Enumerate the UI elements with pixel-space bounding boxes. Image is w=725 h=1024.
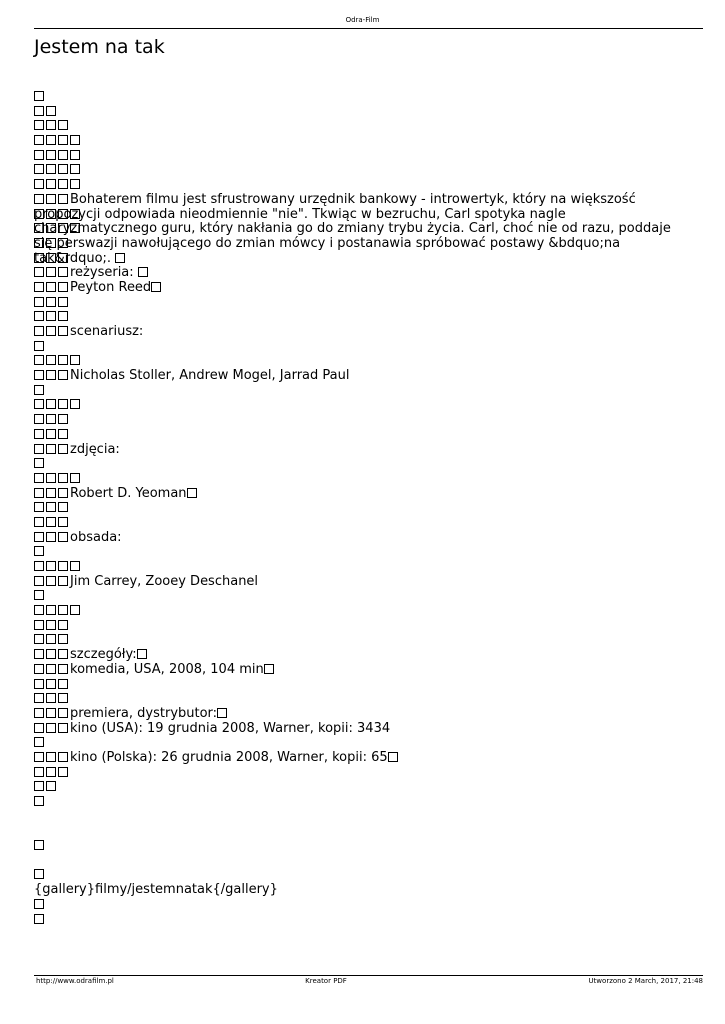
glyph-line xyxy=(34,340,684,355)
missing-glyph-icon xyxy=(46,620,56,630)
missing-glyph-icon xyxy=(34,723,44,733)
missing-glyph-icon xyxy=(46,488,56,498)
content-line xyxy=(34,707,684,722)
content-line xyxy=(34,648,684,663)
missing-glyph-icon xyxy=(58,620,68,630)
missing-glyph-icon xyxy=(58,605,68,615)
missing-glyph-icon xyxy=(34,297,44,307)
missing-glyph-icon xyxy=(58,326,68,336)
missing-glyph-icon xyxy=(217,708,227,718)
missing-glyph-icon xyxy=(46,267,56,277)
missing-glyph-icon xyxy=(58,120,68,130)
missing-glyph-icon xyxy=(34,620,44,630)
content-line xyxy=(34,191,684,266)
line-text: zdjęcia: xyxy=(70,441,120,457)
line-text: {gallery}filmy/jestemnatak{/gallery} xyxy=(34,882,278,898)
glyph-line xyxy=(34,766,684,781)
missing-glyph-icon xyxy=(46,517,56,527)
missing-glyph-icon xyxy=(46,106,56,116)
missing-glyph-icon xyxy=(46,282,56,292)
missing-glyph-icon xyxy=(46,767,56,777)
missing-glyph-icon xyxy=(58,444,68,454)
line-text: reżyseria: xyxy=(70,265,138,281)
missing-glyph-icon xyxy=(46,253,56,263)
missing-glyph-icon xyxy=(34,179,44,189)
missing-glyph-icon xyxy=(34,253,44,263)
line-text: Robert D. Yeoman xyxy=(70,485,187,501)
glyph-line xyxy=(34,149,684,164)
page-title: Jestem na tak xyxy=(34,36,165,58)
glyph-line xyxy=(34,854,684,869)
glyph-line xyxy=(34,780,684,795)
missing-glyph-icon xyxy=(388,752,398,762)
missing-glyph-icon xyxy=(46,752,56,762)
content-line xyxy=(34,266,684,281)
missing-glyph-icon xyxy=(58,664,68,674)
missing-glyph-icon xyxy=(58,311,68,321)
glyph-line xyxy=(34,252,684,267)
missing-glyph-icon xyxy=(34,488,44,498)
site-header: Odra-Film xyxy=(345,16,380,24)
line-text: komedia, USA, 2008, 104 min xyxy=(70,661,264,677)
glyph-line xyxy=(34,516,684,531)
content-line xyxy=(34,722,684,737)
missing-glyph-icon xyxy=(34,576,44,586)
missing-glyph-icon xyxy=(58,693,68,703)
missing-glyph-icon xyxy=(58,282,68,292)
missing-glyph-icon xyxy=(46,649,56,659)
missing-glyph-icon xyxy=(58,267,68,277)
glyph-line xyxy=(34,178,684,193)
missing-glyph-icon xyxy=(137,649,147,659)
missing-glyph-icon xyxy=(34,223,44,233)
missing-glyph-icon xyxy=(46,576,56,586)
glyph-line xyxy=(34,678,684,693)
glyph-line xyxy=(34,824,684,839)
content-line xyxy=(34,487,684,502)
content-line xyxy=(34,751,684,766)
missing-glyph-icon xyxy=(34,693,44,703)
missing-glyph-icon xyxy=(34,238,44,248)
line-text: kino (Polska): 26 grudnia 2008, Warner, kopii: 65 xyxy=(70,749,388,765)
missing-glyph-icon xyxy=(34,649,44,659)
line-text: obsada: xyxy=(70,529,122,545)
missing-glyph-icon xyxy=(46,164,56,174)
missing-glyph-icon xyxy=(70,150,80,160)
missing-glyph-icon xyxy=(34,150,44,160)
missing-glyph-icon xyxy=(46,238,56,248)
missing-glyph-icon xyxy=(46,429,56,439)
missing-glyph-icon xyxy=(34,869,44,879)
missing-glyph-icon xyxy=(58,679,68,689)
missing-glyph-icon xyxy=(58,238,68,248)
missing-glyph-icon xyxy=(34,590,44,600)
content-line xyxy=(34,325,684,340)
missing-glyph-icon xyxy=(151,282,161,292)
missing-glyph-icon xyxy=(34,355,44,365)
missing-glyph-icon xyxy=(70,605,80,615)
missing-glyph-icon xyxy=(34,752,44,762)
missing-glyph-icon xyxy=(70,561,80,571)
missing-glyph-icon xyxy=(46,223,56,233)
missing-glyph-icon xyxy=(46,561,56,571)
header-divider xyxy=(34,28,703,29)
missing-glyph-icon xyxy=(34,429,44,439)
missing-glyph-icon xyxy=(34,840,44,850)
line-text: szczegóły: xyxy=(70,647,137,663)
glyph-line xyxy=(34,560,684,575)
missing-glyph-icon xyxy=(115,253,125,263)
missing-glyph-icon xyxy=(34,164,44,174)
content-line xyxy=(34,443,684,458)
glyph-line xyxy=(34,501,684,516)
content-line xyxy=(34,663,684,678)
missing-glyph-icon xyxy=(34,120,44,130)
missing-glyph-icon xyxy=(34,546,44,556)
missing-glyph-icon xyxy=(46,326,56,336)
glyph-line xyxy=(34,868,684,883)
glyph-line xyxy=(34,398,684,413)
glyph-line xyxy=(34,457,684,472)
missing-glyph-icon xyxy=(70,135,80,145)
missing-glyph-icon xyxy=(34,267,44,277)
glyph-line xyxy=(34,105,684,120)
glyph-line xyxy=(34,839,684,854)
missing-glyph-icon xyxy=(34,767,44,777)
missing-glyph-icon xyxy=(58,473,68,483)
missing-glyph-icon xyxy=(70,209,80,219)
glyph-line xyxy=(34,545,684,560)
missing-glyph-icon xyxy=(34,194,44,204)
glyph-line xyxy=(34,619,684,634)
line-text: Bohaterem filmu jest sfrustrowany urzędnik bankowy - introwertyk, który na większość propozycji odpowiada nieodmiennie "nie". Tkwiąc w bezruchu, Carl spotyka nagle charyzmatycznego guru, który nakłania go do zmiany trybu życia. Carl, choć nie od razu, poddaje się perswazji nawołującego do zmian mówcy i postanawia spróbować postawy &bdquo;na tak&rdquo;. xyxy=(34,191,671,266)
footer-generator: Kreator PDF xyxy=(305,977,347,985)
missing-glyph-icon xyxy=(34,914,44,924)
missing-glyph-icon xyxy=(46,355,56,365)
missing-glyph-icon xyxy=(46,179,56,189)
missing-glyph-icon xyxy=(58,708,68,718)
missing-glyph-icon xyxy=(58,561,68,571)
content-line xyxy=(34,575,684,590)
missing-glyph-icon xyxy=(58,429,68,439)
article-body xyxy=(34,90,684,927)
missing-glyph-icon xyxy=(34,282,44,292)
missing-glyph-icon xyxy=(34,341,44,351)
missing-glyph-icon xyxy=(58,488,68,498)
missing-glyph-icon xyxy=(34,399,44,409)
line-text: kino (USA): 19 grudnia 2008, Warner, kopii: 3434 xyxy=(70,720,391,736)
missing-glyph-icon xyxy=(58,135,68,145)
footer-url[interactable]: http://www.odrafilm.pl xyxy=(36,977,114,985)
footer-divider xyxy=(34,975,703,976)
glyph-line xyxy=(34,296,684,311)
glyph-line xyxy=(34,810,684,825)
missing-glyph-icon xyxy=(58,752,68,762)
missing-glyph-icon xyxy=(46,664,56,674)
missing-glyph-icon xyxy=(34,444,44,454)
missing-glyph-icon xyxy=(34,517,44,527)
missing-glyph-icon xyxy=(46,297,56,307)
missing-glyph-icon xyxy=(34,532,44,542)
missing-glyph-icon xyxy=(34,605,44,615)
missing-glyph-icon xyxy=(58,253,68,263)
missing-glyph-icon xyxy=(34,561,44,571)
missing-glyph-icon xyxy=(34,458,44,468)
missing-glyph-icon xyxy=(34,679,44,689)
glyph-line xyxy=(34,134,684,149)
missing-glyph-icon xyxy=(58,355,68,365)
missing-glyph-icon xyxy=(58,502,68,512)
missing-glyph-icon xyxy=(34,502,44,512)
missing-glyph-icon xyxy=(46,414,56,424)
missing-glyph-icon xyxy=(58,517,68,527)
missing-glyph-icon xyxy=(34,385,44,395)
glyph-line xyxy=(34,119,684,134)
missing-glyph-icon xyxy=(34,135,44,145)
missing-glyph-icon xyxy=(34,326,44,336)
missing-glyph-icon xyxy=(46,473,56,483)
glyph-line xyxy=(34,428,684,443)
line-text: Jim Carrey, Zooey Deschanel xyxy=(70,573,259,589)
missing-glyph-icon xyxy=(58,532,68,542)
missing-glyph-icon xyxy=(46,605,56,615)
missing-glyph-icon xyxy=(58,297,68,307)
missing-glyph-icon xyxy=(46,723,56,733)
missing-glyph-icon xyxy=(46,135,56,145)
content-line xyxy=(34,531,684,546)
missing-glyph-icon xyxy=(34,781,44,791)
glyph-line xyxy=(34,472,684,487)
missing-glyph-icon xyxy=(46,399,56,409)
line-text: scenariusz: xyxy=(70,324,144,339)
glyph-line xyxy=(34,90,684,105)
missing-glyph-icon xyxy=(46,679,56,689)
glyph-line xyxy=(34,589,684,604)
missing-glyph-icon xyxy=(34,708,44,718)
missing-glyph-icon xyxy=(58,194,68,204)
missing-glyph-icon xyxy=(46,370,56,380)
missing-glyph-icon xyxy=(46,708,56,718)
missing-glyph-icon xyxy=(46,209,56,219)
missing-glyph-icon xyxy=(34,899,44,909)
missing-glyph-icon xyxy=(58,634,68,644)
missing-glyph-icon xyxy=(70,473,80,483)
glyph-line xyxy=(34,310,684,325)
missing-glyph-icon xyxy=(34,106,44,116)
missing-glyph-icon xyxy=(46,781,56,791)
missing-glyph-icon xyxy=(264,664,274,674)
missing-glyph-icon xyxy=(70,399,80,409)
glyph-line xyxy=(34,633,684,648)
missing-glyph-icon xyxy=(58,164,68,174)
glyph-line xyxy=(34,795,684,810)
missing-glyph-icon xyxy=(46,311,56,321)
content-line xyxy=(34,281,684,296)
line-text: Nicholas Stoller, Andrew Mogel, Jarrad Paul xyxy=(70,368,350,384)
missing-glyph-icon xyxy=(34,209,44,219)
missing-glyph-icon xyxy=(46,150,56,160)
missing-glyph-icon xyxy=(70,164,80,174)
missing-glyph-icon xyxy=(46,120,56,130)
glyph-line xyxy=(34,604,684,619)
glyph-line xyxy=(34,354,684,369)
missing-glyph-icon xyxy=(138,267,148,277)
missing-glyph-icon xyxy=(58,223,68,233)
footer-created-date: Utworzono 2 March, 2017, 21:48 xyxy=(588,977,703,985)
missing-glyph-icon xyxy=(46,194,56,204)
content-line xyxy=(34,883,684,898)
missing-glyph-icon xyxy=(70,223,80,233)
missing-glyph-icon xyxy=(58,209,68,219)
missing-glyph-icon xyxy=(34,634,44,644)
missing-glyph-icon xyxy=(70,355,80,365)
missing-glyph-icon xyxy=(58,649,68,659)
missing-glyph-icon xyxy=(46,502,56,512)
missing-glyph-icon xyxy=(58,723,68,733)
glyph-line xyxy=(34,898,684,913)
missing-glyph-icon xyxy=(34,737,44,747)
line-text: Peyton Reed xyxy=(70,279,152,295)
glyph-line xyxy=(34,736,684,751)
missing-glyph-icon xyxy=(46,444,56,454)
missing-glyph-icon xyxy=(34,370,44,380)
glyph-line xyxy=(34,163,684,178)
glyph-line xyxy=(34,913,684,928)
missing-glyph-icon xyxy=(46,532,56,542)
missing-glyph-icon xyxy=(34,414,44,424)
missing-glyph-icon xyxy=(58,414,68,424)
missing-glyph-icon xyxy=(58,179,68,189)
missing-glyph-icon xyxy=(46,693,56,703)
glyph-line xyxy=(34,413,684,428)
missing-glyph-icon xyxy=(58,150,68,160)
missing-glyph-icon xyxy=(58,767,68,777)
missing-glyph-icon xyxy=(34,796,44,806)
missing-glyph-icon xyxy=(46,634,56,644)
missing-glyph-icon xyxy=(58,399,68,409)
missing-glyph-icon xyxy=(70,179,80,189)
missing-glyph-icon xyxy=(34,311,44,321)
line-text: premiera, dystrybutor: xyxy=(70,705,218,721)
content-line xyxy=(34,369,684,384)
missing-glyph-icon xyxy=(187,488,197,498)
missing-glyph-icon xyxy=(58,370,68,380)
glyph-line xyxy=(34,692,684,707)
missing-glyph-icon xyxy=(34,664,44,674)
glyph-line xyxy=(34,384,684,399)
missing-glyph-icon xyxy=(58,576,68,586)
missing-glyph-icon xyxy=(34,473,44,483)
missing-glyph-icon xyxy=(34,91,44,101)
